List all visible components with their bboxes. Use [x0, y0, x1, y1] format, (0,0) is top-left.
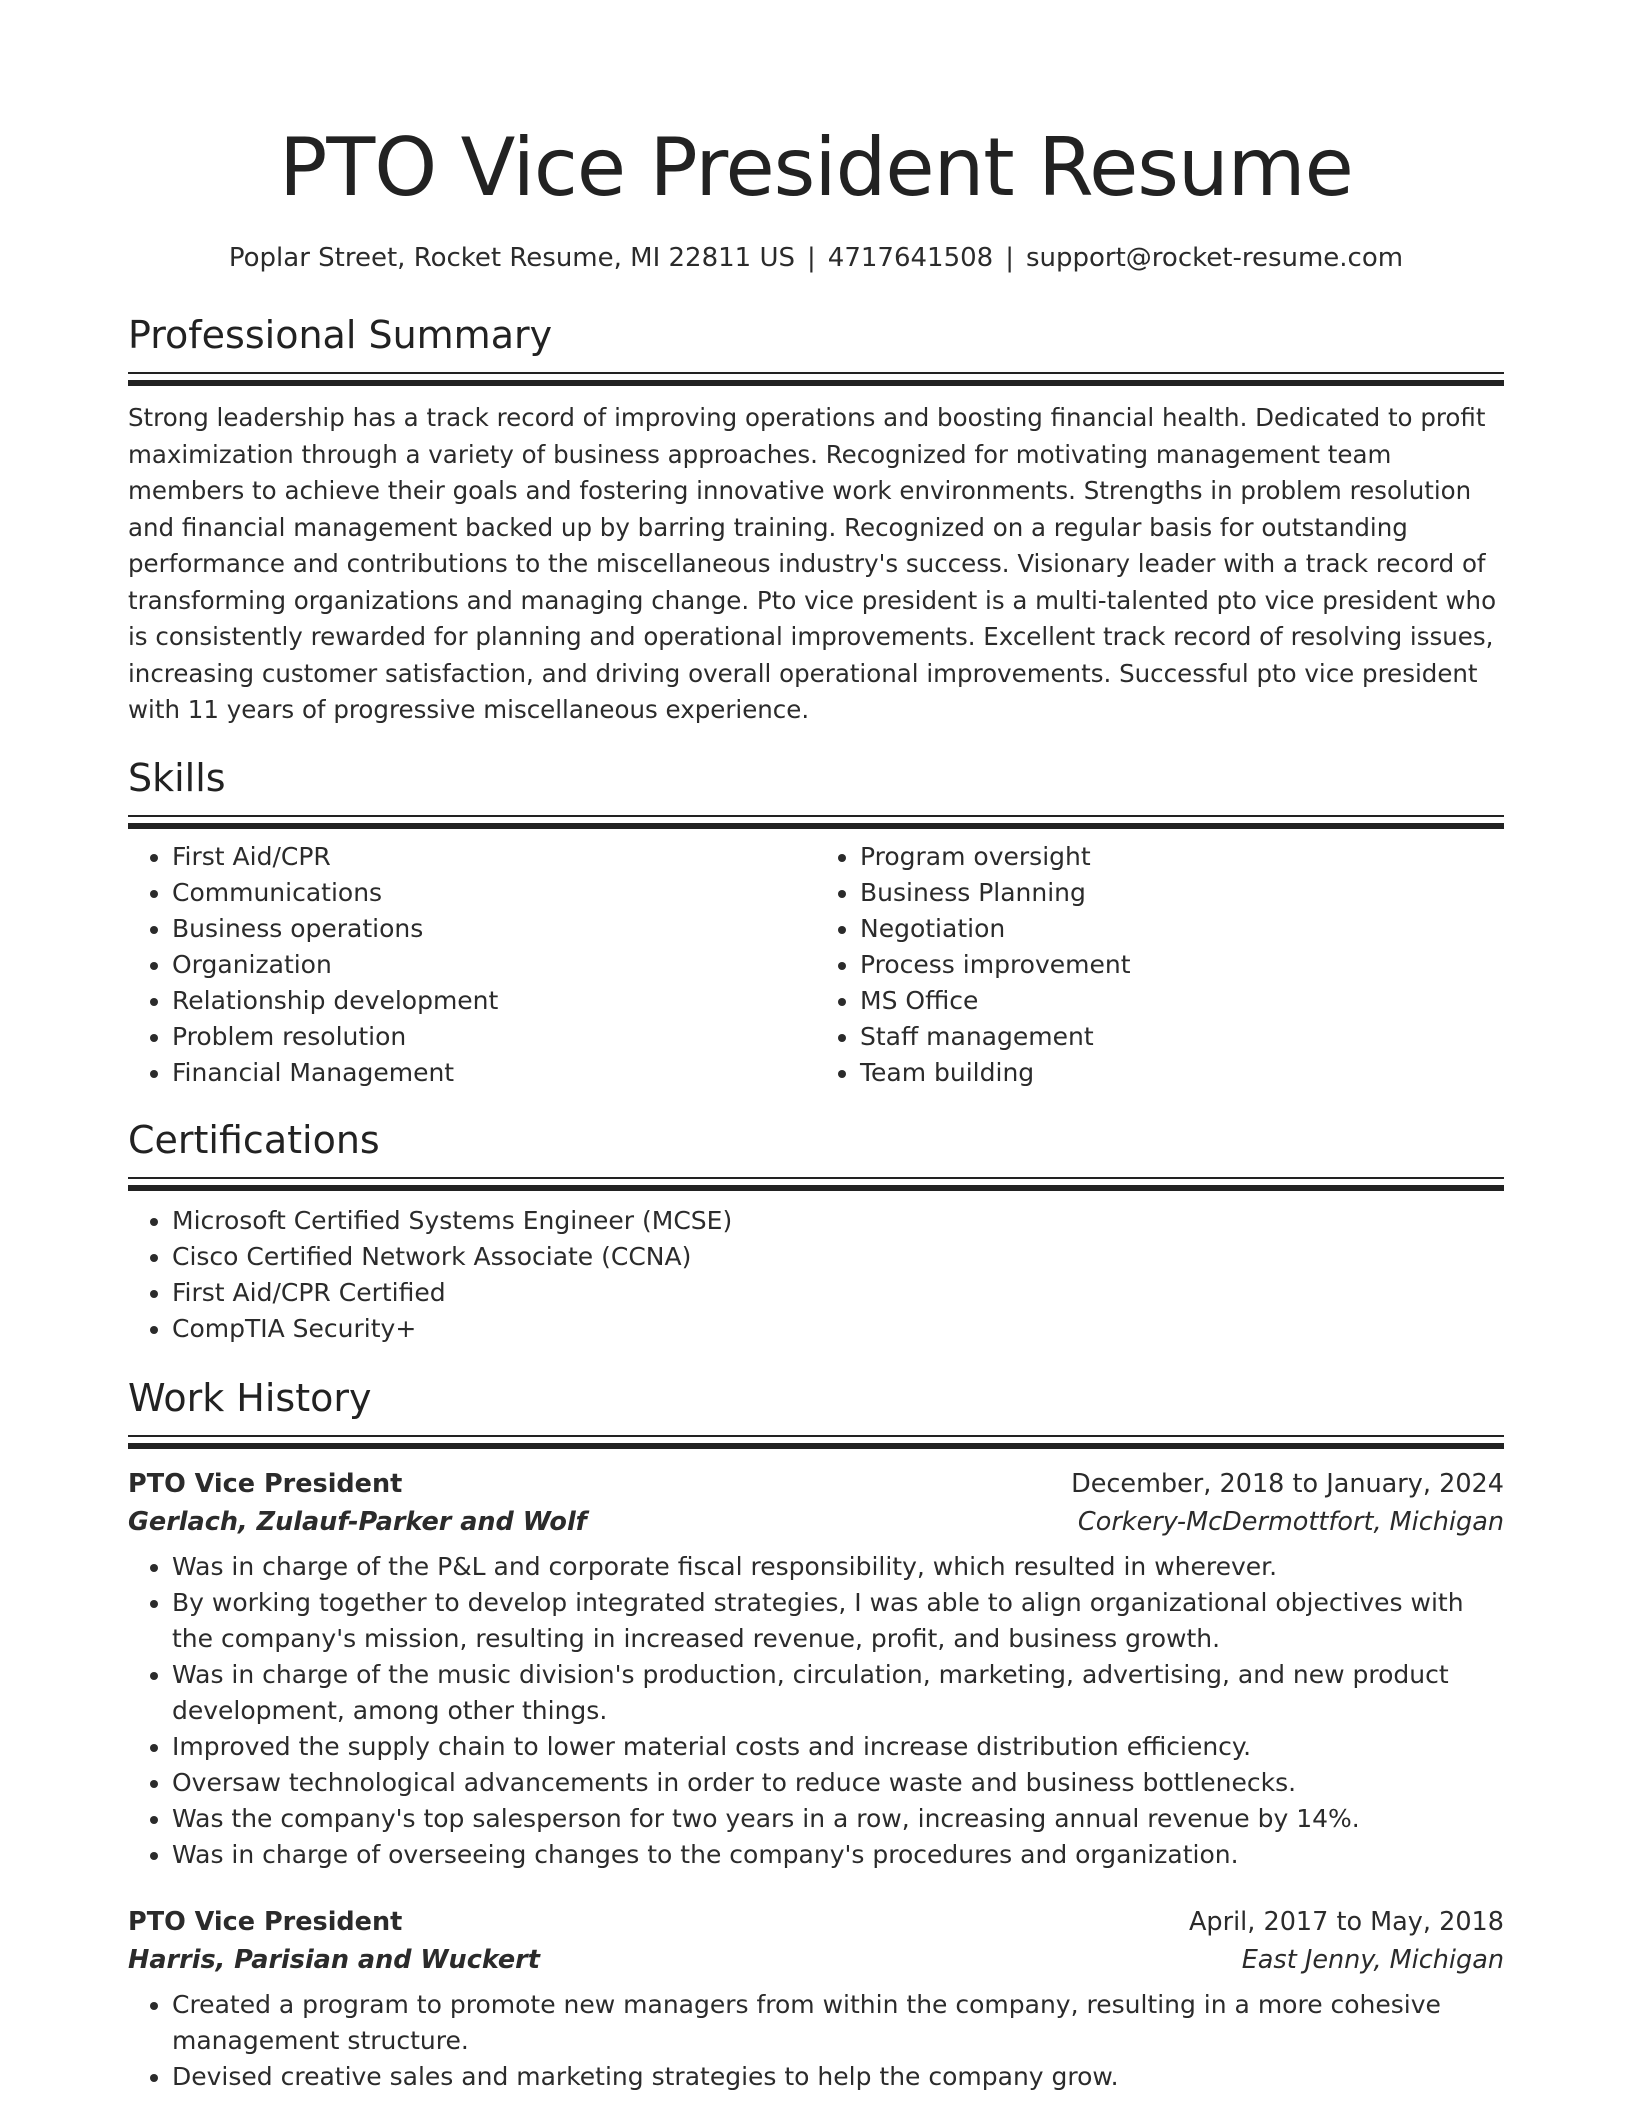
- skills-list-right: [816, 839, 1504, 1091]
- skill-item: • Negotiation: [860, 911, 1504, 947]
- job-bullets: [128, 1987, 1504, 2095]
- job-company: Gerlach, Zulauf-Parker and Wolf: [128, 1506, 587, 1537]
- job-title: PTO Vice President: [128, 1906, 403, 1937]
- job-bullet: • Was in charge of the P&L and corporate fiscal responsibility, which resulted in wherever.: [172, 1549, 1504, 1585]
- skills-columns: [128, 829, 1504, 1091]
- skill-item: • Organization: [172, 947, 816, 983]
- certification-item: • Microsoft Certified Systems Engineer (MCSE): [172, 1203, 1504, 1239]
- contact-separator: |: [1005, 243, 1014, 273]
- job-bullet: • Improved the supply chain to lower material costs and increase distribution efficiency.: [172, 1729, 1504, 1765]
- contact-line: [128, 240, 1504, 276]
- job-bullet: • Created a program to promote new managers from within the company, resulting in a more cohesive management structure.: [172, 1987, 1504, 2059]
- job-company: Harris, Parisian and Wuckert: [128, 1944, 540, 1975]
- section-divider: [128, 815, 1504, 829]
- job-entry: [128, 1903, 1504, 2095]
- skill-item: • MS Office: [860, 983, 1504, 1019]
- skill-item: • Team building: [860, 1055, 1504, 1091]
- section-heading: Professional Summary: [128, 313, 553, 357]
- job-bullet: • Was the company's top salesperson for two years in a row, increasing annual revenue by 14%.: [172, 1801, 1504, 1837]
- job-header: [128, 1465, 1504, 1503]
- skill-item: • Process improvement: [860, 947, 1504, 983]
- contact-separator: |: [807, 243, 816, 273]
- section-divider: [128, 1435, 1504, 1449]
- job-dates: April, 2017 to May, 2018: [1188, 1906, 1504, 1937]
- skill-item: • Business Planning: [860, 875, 1504, 911]
- skill-item: • Business operations: [172, 911, 816, 947]
- job-entry: [128, 1465, 1504, 1873]
- certification-item: • First Aid/CPR Certified: [172, 1275, 1504, 1311]
- section-heading: Skills: [128, 755, 226, 800]
- section-heading: Work History: [128, 1375, 372, 1420]
- address: Poplar Street, Rocket Resume, MI 22811 US: [228, 243, 796, 273]
- job-title: PTO Vice President: [128, 1468, 403, 1499]
- section-heading: Certifications: [128, 1117, 380, 1162]
- job-location: East Jenny, Michigan: [1241, 1944, 1504, 1975]
- summary-section: [128, 310, 1504, 729]
- skill-item: • Relationship development: [172, 983, 816, 1019]
- skill-item: • Staff management: [860, 1019, 1504, 1055]
- job-header: [128, 1903, 1504, 1941]
- skill-item: • Communications: [172, 875, 816, 911]
- job-bullet: • Was in charge of overseeing changes to the company's procedures and organization.: [172, 1837, 1504, 1873]
- section-divider: [128, 1177, 1504, 1191]
- skill-item: • First Aid/CPR: [172, 839, 816, 875]
- summary-text: Strong leadership has a track record of improving operations and boosting financial health. Dedicated to profit maximization through a variety of business approaches. Recognized for motivating management team members to achieve their goals and fostering innovative work environments. Strengths in problem resolution and financial management backed up by barring training. Recognized on a regular basis for outstanding performance and contributions to the miscellaneous industry's success. Visionary leader with a track record of transforming organizations and managing change. Pto vice president is a multi-talented pto vice president who is consistently rewarded for planning and operational improvements. Excellent track record of resolving issues, increasing customer satisfaction, and driving overall operational improvements. Successful pto vice president with 11 years of progressive miscellaneous experience.: [128, 403, 1497, 724]
- job-subheader: [128, 1941, 1504, 1979]
- page-title: PTO Vice President Resume: [279, 121, 1353, 214]
- job-dates: December, 2018 to January, 2024: [1071, 1468, 1504, 1499]
- skill-item: • Problem resolution: [172, 1019, 816, 1055]
- job-location: Corkery-McDermottfort, Michigan: [1077, 1506, 1504, 1537]
- job-bullets: [128, 1549, 1504, 1873]
- certifications-section: [128, 1115, 1504, 1347]
- job-bullet: • Oversaw technological advancements in order to reduce waste and business bottlenecks.: [172, 1765, 1504, 1801]
- section-divider: [128, 372, 1504, 386]
- email: support@rocket-resume.com: [1025, 243, 1404, 273]
- certification-item: • CompTIA Security+: [172, 1311, 1504, 1347]
- certification-item: • Cisco Certified Network Associate (CCNA): [172, 1239, 1504, 1275]
- skill-item: • Program oversight: [860, 839, 1504, 875]
- phone: 4717641508: [827, 243, 994, 273]
- skills-list-left: [128, 839, 816, 1091]
- skill-item: • Financial Management: [172, 1055, 816, 1091]
- skills-section: [128, 753, 1504, 1091]
- job-bullet: • Was in charge of the music division's production, circulation, marketing, advertising, and new product development, among other things.: [172, 1657, 1504, 1729]
- certifications-list: [128, 1203, 1504, 1347]
- job-bullet: • Devised creative sales and marketing strategies to help the company grow.: [172, 2059, 1504, 2095]
- job-bullet: • By working together to develop integrated strategies, I was able to align organizational objectives with the company's mission, resulting in increased revenue, profit, and business growth.: [172, 1585, 1504, 1657]
- job-subheader: [128, 1503, 1504, 1541]
- work-history-section: [128, 1373, 1504, 2095]
